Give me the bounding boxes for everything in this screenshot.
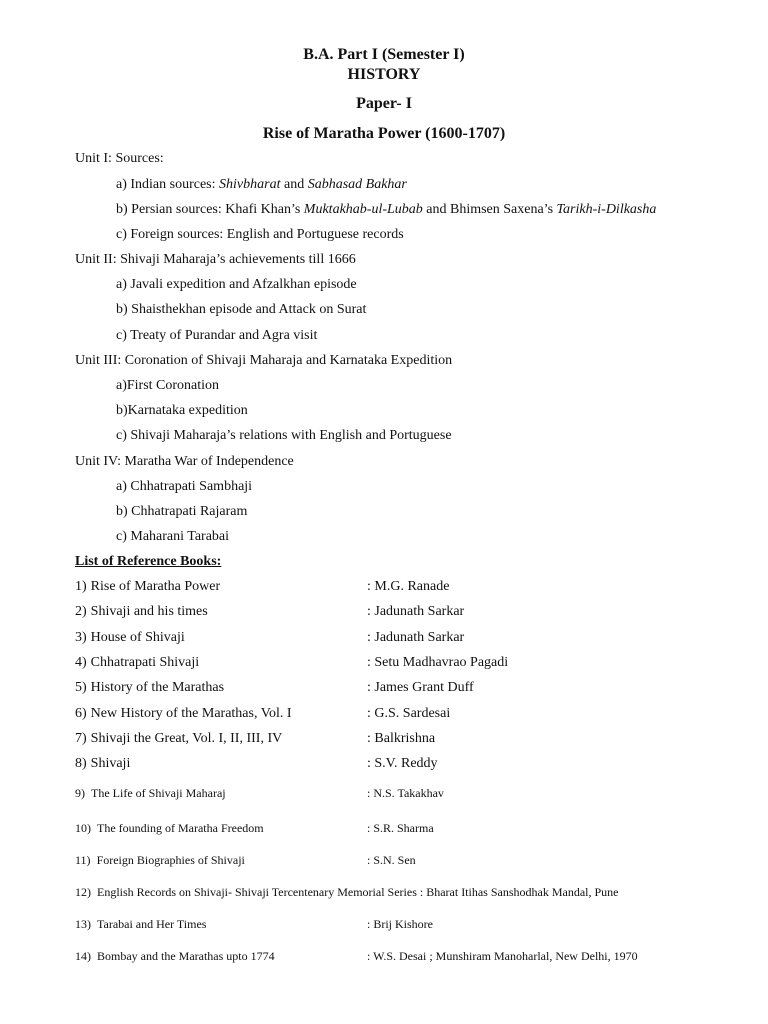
reference-item bbox=[75, 705, 755, 723]
reference-author: : James Grant Duff bbox=[367, 680, 474, 695]
reference-item bbox=[75, 820, 755, 838]
unit-3-item-b: b)Karnataka expedition bbox=[116, 403, 248, 418]
unit-2-item-a: a) Javali expedition and Afzalkhan episode bbox=[116, 277, 357, 292]
reference-author: : S.R. Sharma bbox=[367, 821, 434, 835]
reference-item bbox=[75, 884, 755, 902]
reference-author: : Setu Madhavrao Pagadi bbox=[367, 655, 509, 670]
reference-author: : W.S. Desai ; Munshiram Manoharlal, New Delhi, 1970 bbox=[367, 949, 638, 963]
reference-item bbox=[75, 948, 755, 966]
reference-item bbox=[75, 603, 755, 621]
reference-title bbox=[75, 852, 245, 868]
reference-number: 8) bbox=[75, 756, 87, 771]
reference-list-heading: List of Reference Books: bbox=[75, 554, 222, 569]
reference-title-text: The founding of Maratha Freedom bbox=[97, 821, 264, 835]
reference-number: 11) bbox=[75, 853, 91, 867]
reference-title-text: Shivaji and his times bbox=[90, 604, 208, 619]
reference-title bbox=[75, 948, 275, 964]
reference-title-text: New History of the Marathas, Vol. I bbox=[90, 706, 292, 721]
reference-item bbox=[75, 730, 755, 748]
reference-number: 9) bbox=[75, 786, 85, 800]
reference-number: 13) bbox=[75, 917, 91, 931]
reference-title-text: English Records on Shivaji- Shivaji Tercentenary Memorial Series : Bharat Itihas Sanshodhak Mandal, Pune bbox=[97, 885, 619, 899]
reference-author: : N.S. Takakhav bbox=[367, 786, 444, 800]
unit-1-item-a-work-2: Sabhasad Bakhar bbox=[307, 177, 407, 192]
reference-title bbox=[75, 629, 185, 647]
reference-number: 6) bbox=[75, 706, 87, 721]
reference-item bbox=[75, 785, 755, 803]
reference-number: 10) bbox=[75, 821, 91, 835]
reference-number: 5) bbox=[75, 680, 87, 695]
reference-title-text: House of Shivaji bbox=[90, 630, 185, 645]
unit-2-item-c: c) Treaty of Purandar and Agra visit bbox=[116, 328, 318, 343]
unit-1-item-b-work-2: Tarikh-i-Dilkasha bbox=[556, 202, 657, 217]
reference-title bbox=[75, 578, 220, 596]
unit-3-title: Unit III: Coronation of Shivaji Maharaja and Karnataka Expedition bbox=[75, 353, 453, 368]
paper-title: Paper- I bbox=[356, 95, 412, 112]
reference-title bbox=[75, 785, 226, 801]
reference-author: : S.N. Sen bbox=[367, 853, 416, 867]
reference-title-text: Shivaji bbox=[90, 756, 131, 771]
unit-4-item-a: a) Chhatrapati Sambhaji bbox=[116, 479, 253, 494]
reference-number: 7) bbox=[75, 731, 87, 746]
reference-number: 12) bbox=[75, 885, 91, 899]
reference-title bbox=[75, 884, 619, 900]
unit-1-item-b-joiner: and Bhimsen Saxena’s bbox=[422, 202, 557, 217]
reference-author: : G.S. Sardesai bbox=[367, 706, 451, 721]
reference-author: : Jadunath Sarkar bbox=[367, 604, 465, 619]
reference-title bbox=[75, 679, 224, 697]
reference-item bbox=[75, 629, 755, 647]
reference-item bbox=[75, 679, 755, 697]
reference-title bbox=[75, 820, 264, 836]
unit-4-item-b: b) Chhatrapati Rajaram bbox=[116, 504, 248, 519]
reference-number: 2) bbox=[75, 604, 87, 619]
reference-number: 4) bbox=[75, 655, 87, 670]
reference-number: 3) bbox=[75, 630, 87, 645]
reference-title bbox=[75, 654, 199, 672]
unit-1-item-a-text: a) Indian sources: bbox=[116, 177, 220, 192]
reference-item bbox=[75, 852, 755, 870]
unit-1-item-a-joiner: and bbox=[280, 177, 308, 192]
reference-item bbox=[75, 755, 755, 773]
unit-1-title: Unit I: Sources: bbox=[75, 151, 164, 166]
unit-2-item-b: b) Shaisthekhan episode and Attack on Surat bbox=[116, 302, 367, 317]
syllabus-title: Rise of Maratha Power (1600-1707) bbox=[262, 125, 506, 142]
reference-title bbox=[75, 755, 130, 773]
unit-3-item-c: c) Shivaji Maharaja’s relations with English and Portuguese bbox=[116, 428, 452, 443]
reference-number: 14) bbox=[75, 949, 91, 963]
reference-title bbox=[75, 730, 282, 748]
reference-title bbox=[75, 916, 206, 932]
unit-3-item-a: a)First Coronation bbox=[116, 378, 220, 393]
reference-title-text: Chhatrapati Shivaji bbox=[90, 655, 200, 670]
unit-4-title: Unit IV: Maratha War of Independence bbox=[75, 454, 294, 469]
reference-title-text: Rise of Maratha Power bbox=[90, 579, 221, 594]
unit-1-item-b-work-1: Muktakhab-ul-Lubab bbox=[303, 202, 423, 217]
reference-title bbox=[75, 603, 208, 621]
reference-title-text: Shivaji the Great, Vol. I, II, III, IV bbox=[90, 731, 283, 746]
unit-1-item-b bbox=[116, 201, 656, 219]
reference-item bbox=[75, 916, 755, 934]
unit-1-item-a bbox=[116, 176, 407, 194]
reference-author: : S.V. Reddy bbox=[367, 756, 438, 771]
course-title: B.A. Part I (Semester I) bbox=[303, 46, 465, 63]
reference-title bbox=[75, 705, 292, 723]
reference-author: : Balkrishna bbox=[367, 731, 436, 746]
unit-1-item-b-text: b) Persian sources: Khafi Khan’s bbox=[116, 202, 304, 217]
unit-1-item-a-work-1: Shivbharat bbox=[219, 177, 281, 192]
reference-title-text: Bombay and the Marathas upto 1774 bbox=[97, 949, 275, 963]
reference-title-text: Foreign Biographies of Shivaji bbox=[96, 853, 245, 867]
reference-item bbox=[75, 654, 755, 672]
reference-author: : M.G. Ranade bbox=[367, 579, 450, 594]
reference-number: 1) bbox=[75, 579, 87, 594]
unit-2-title: Unit II: Shivaji Maharaja’s achievements till 1666 bbox=[75, 252, 356, 267]
reference-author: : Brij Kishore bbox=[367, 917, 433, 931]
unit-1-item-c: c) Foreign sources: English and Portuguese records bbox=[116, 227, 404, 242]
unit-4-item-c: c) Maharani Tarabai bbox=[116, 529, 230, 544]
reference-title-text: Tarabai and Her Times bbox=[97, 917, 207, 931]
reference-author: : Jadunath Sarkar bbox=[367, 630, 465, 645]
reference-title-text: The Life of Shivaji Maharaj bbox=[91, 786, 226, 800]
reference-item bbox=[75, 578, 755, 596]
reference-title-text: History of the Marathas bbox=[90, 680, 225, 695]
subject-title: HISTORY bbox=[347, 66, 421, 83]
